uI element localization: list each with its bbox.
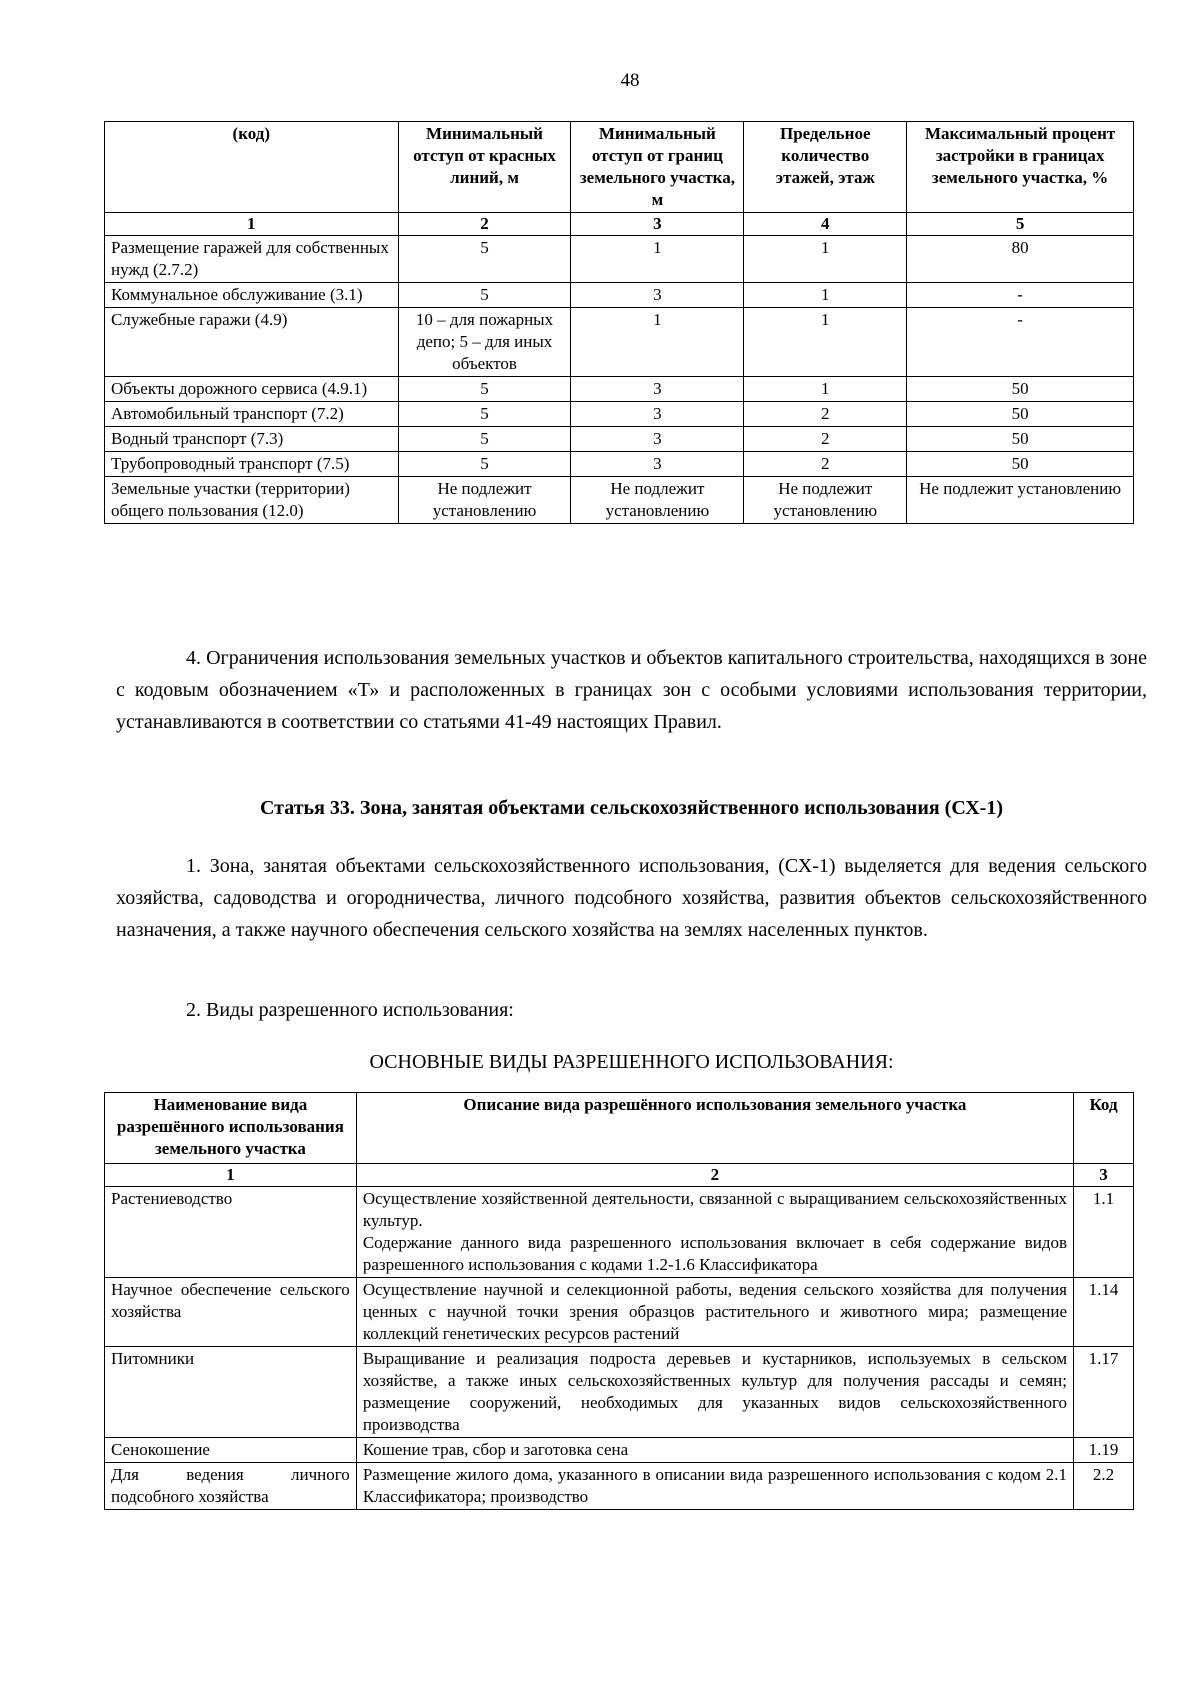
article-heading: Статья 33. Зона, занятая объектами сельскохозяйственного использования (СХ-1)	[259, 797, 1004, 819]
table-cell: Не подлежит установлению	[744, 477, 907, 524]
table-row	[105, 377, 1134, 402]
header-use-description: Описание вида разрешённого использования земельного участка	[356, 1093, 1073, 1164]
table-cell: 1.17	[1074, 1347, 1134, 1438]
table-row	[105, 402, 1134, 427]
table-row	[105, 1187, 1134, 1278]
column-number: 4	[744, 213, 907, 236]
table-cell: 5	[398, 377, 571, 402]
description-line: Осуществление хозяйственной деятельности, связанной с выращиванием сельскохозяйственных культур.	[362, 1189, 1067, 1230]
column-number: 2	[356, 1164, 1073, 1187]
table-cell: 5	[398, 236, 571, 283]
table-cell: Трубопроводный транспорт (7.5)	[105, 452, 399, 477]
table-row	[105, 283, 1134, 308]
column-numbers-row	[105, 1164, 1134, 1187]
header-code: (код)	[105, 122, 399, 213]
permitted-uses-table	[104, 1092, 1134, 1510]
header-floors: Предельное количество этажей, этаж	[744, 122, 907, 213]
table-cell: Не подлежит установлению	[398, 477, 571, 524]
header-use-name: Наименование вида разрешённого использования земельного участка	[105, 1093, 357, 1164]
column-number: 3	[571, 213, 744, 236]
table-cell: 1.14	[1074, 1278, 1134, 1347]
table-cell: 5	[398, 427, 571, 452]
table-cell: Растениеводство	[105, 1187, 357, 1278]
table-cell: 50	[907, 427, 1134, 452]
table-cell: Выращивание и реализация подроста деревьев и кустарников, используемых в сельском хозяйстве, а также иных сельскохозяйственных культур для получения рассады и семян; размещение сооружений, необходимых для указанных видов сельскохозяйственного производства	[356, 1347, 1073, 1438]
column-number: 3	[1074, 1164, 1134, 1187]
table-cell: Осуществление научной и селекционной работы, ведения сельского хозяйства для получения ценных с научной точки зрения образцов растительного и животного мира; размещение коллекций генетических ресурсов растений	[356, 1278, 1073, 1347]
paragraph-1-text: 1. Зона, занятая объектами сельскохозяйственного использования, (СХ-1) выделяется для ведения сельского хозяйства, садоводства и огородничества, личного подсобного хозяйства, развития объектов сельскохозяйственного назначения, а также научного обеспечения сельского хозяйства на землях населенных пунктов.	[116, 855, 1147, 941]
paragraph-2-text: 2. Виды разрешенного использования:	[186, 999, 514, 1021]
table-cell: Научное обеспечение сельского хозяйства	[105, 1278, 357, 1347]
table-cell: 50	[907, 452, 1134, 477]
table-cell: 5	[398, 283, 571, 308]
table-cell: -	[907, 308, 1134, 377]
table-cell: Автомобильный транспорт (7.2)	[105, 402, 399, 427]
table-title: ОСНОВНЫЕ ВИДЫ РАЗРЕШЕННОГО ИСПОЛЬЗОВАНИЯ:	[369, 1051, 894, 1073]
table-cell: 2	[744, 427, 907, 452]
table-cell: 2	[744, 402, 907, 427]
table-cell: 2.2	[1074, 1463, 1134, 1510]
column-numbers-row	[105, 213, 1134, 236]
header-boundary-offset: Минимальный отступ от границ земельного участка, м	[571, 122, 744, 213]
table-cell: 3	[571, 283, 744, 308]
description-line: Содержание данного вида разрешенного использования включает в себя содержание видов разрешенного использования с кодами 1.2-1.6 Классификатора	[362, 1233, 1067, 1274]
table-cell: 1	[571, 308, 744, 377]
table-cell: 1	[744, 308, 907, 377]
paragraph-1	[116, 850, 1147, 946]
table-cell: 2	[744, 452, 907, 477]
table-cell: 3	[571, 402, 744, 427]
table-cell: Питомники	[105, 1347, 357, 1438]
table-cell: 10 – для пожарных депо; 5 – для иных объектов	[398, 308, 571, 377]
paragraph-2	[116, 994, 1147, 1026]
table-row	[105, 1278, 1134, 1347]
paragraph-4-text: 4. Ограничения использования земельных участков и объектов капитального строительства, находящихся в зоне с кодовым обозначением «Т» и расположенных в границах зон с особыми условиями использования территории, устанавливаются в соответствии со статьями 41-49 настоящих Правил.	[116, 647, 1147, 733]
table-cell: 1.19	[1074, 1438, 1134, 1463]
table-header-row	[105, 122, 1134, 213]
table-cell: 3	[571, 377, 744, 402]
table-row	[105, 452, 1134, 477]
table-cell: 3	[571, 427, 744, 452]
table-cell: Служебные гаражи (4.9)	[105, 308, 399, 377]
header-red-line-offset: Минимальный отступ от красных линий, м	[398, 122, 571, 213]
table-cell: 80	[907, 236, 1134, 283]
table-row	[105, 1438, 1134, 1463]
table-cell: -	[907, 283, 1134, 308]
table-cell: 1	[571, 236, 744, 283]
table-cell: 1	[744, 283, 907, 308]
table-cell: 3	[571, 452, 744, 477]
header-code: Код	[1074, 1093, 1134, 1164]
paragraph-4	[116, 642, 1147, 738]
header-coverage: Максимальный процент застройки в границах земельного участка, %	[907, 122, 1134, 213]
column-number: 1	[105, 1164, 357, 1187]
table-cell: Сенокошение	[105, 1438, 357, 1463]
table-cell: Кошение трав, сбор и заготовка сена	[356, 1438, 1073, 1463]
table-cell: 50	[907, 402, 1134, 427]
table-cell: Не подлежит установлению	[907, 477, 1134, 524]
table-cell	[356, 1187, 1073, 1278]
table-row	[105, 427, 1134, 452]
zone-parameters-table	[104, 121, 1134, 524]
table-cell: 1	[744, 236, 907, 283]
page-number: 48	[620, 70, 640, 91]
table-cell: 1	[744, 377, 907, 402]
table-row	[105, 236, 1134, 283]
table-cell: 5	[398, 402, 571, 427]
column-number: 5	[907, 213, 1134, 236]
table-cell: Размещение гаражей для собственных нужд (2.7.2)	[105, 236, 399, 283]
table-cell: 5	[398, 452, 571, 477]
table-cell: Водный транспорт (7.3)	[105, 427, 399, 452]
column-number: 2	[398, 213, 571, 236]
table-row	[105, 308, 1134, 377]
table-row	[105, 1347, 1134, 1438]
column-number: 1	[105, 213, 399, 236]
table-cell: Земельные участки (территории) общего пользования (12.0)	[105, 477, 399, 524]
table-cell: Объекты дорожного сервиса (4.9.1)	[105, 377, 399, 402]
table-cell: Размещение жилого дома, указанного в описании вида разрешенного использования с кодом 2.1 Классификатора; производство	[356, 1463, 1073, 1510]
table-cell: Коммунальное обслуживание (3.1)	[105, 283, 399, 308]
table-cell: Не подлежит установлению	[571, 477, 744, 524]
table-row	[105, 477, 1134, 524]
table-cell: 1.1	[1074, 1187, 1134, 1278]
table-cell: 50	[907, 377, 1134, 402]
table-cell: Для ведения личного подсобного хозяйства	[105, 1463, 357, 1510]
table-header-row	[105, 1093, 1134, 1164]
table-row	[105, 1463, 1134, 1510]
